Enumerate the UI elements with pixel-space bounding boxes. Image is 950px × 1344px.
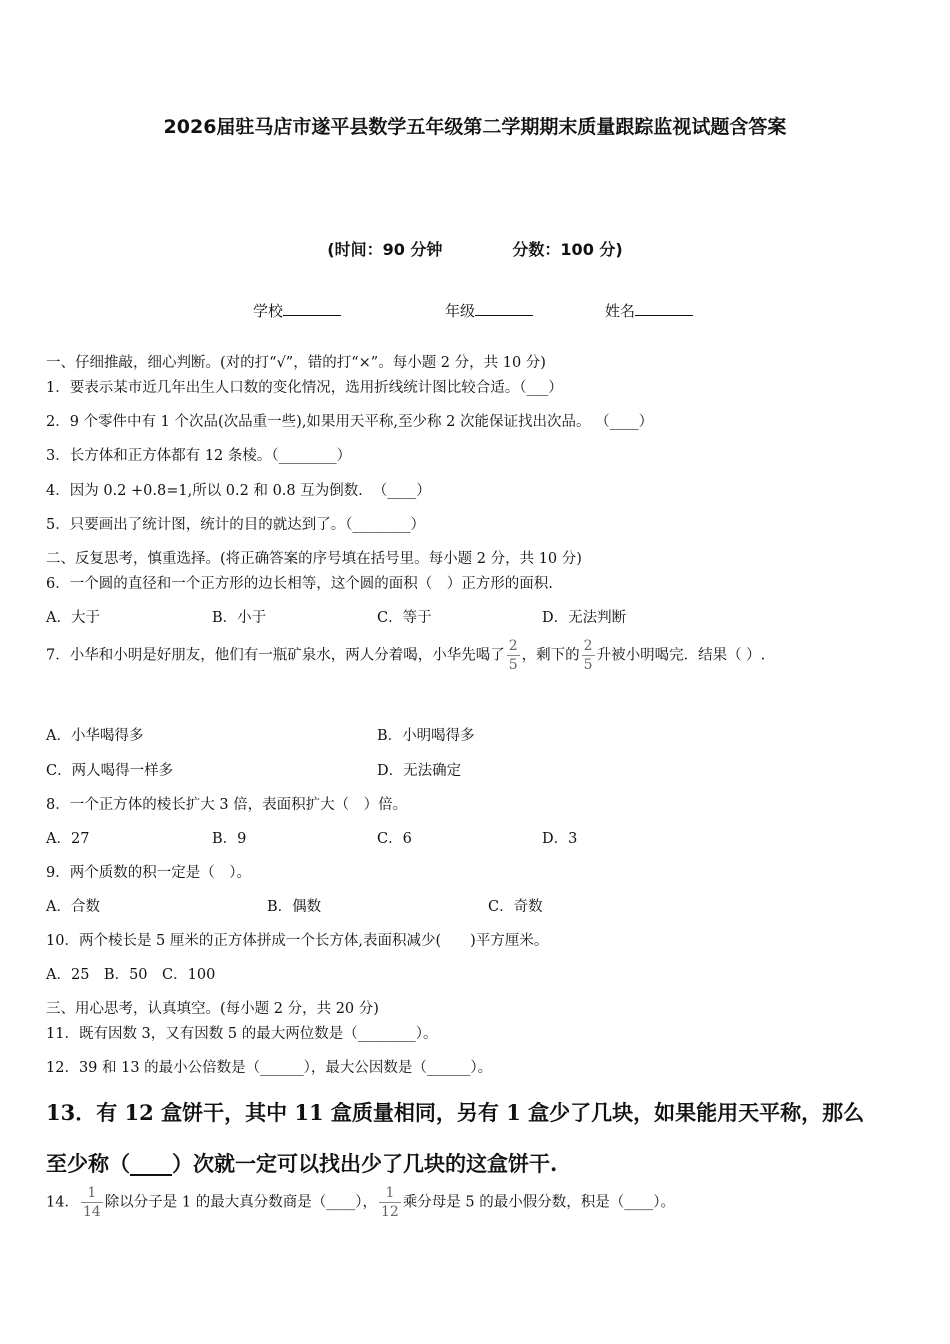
question-8: 8．一个正方体的棱长扩大 3 倍，表面积扩大（ ）倍。 [46,797,408,813]
q6-option-b[interactable]: B．小于 [212,610,267,626]
question-1: 1．要表示某市近几年出生人口数的变化情况，选用折线统计图比较合适。（___） [46,380,563,396]
school-label: 学校 [253,302,284,320]
section-2-heading: 二、反复思考，慎重选择。(将正确答案的序号填在括号里。每小题 2 分，共 10 分) [46,551,582,567]
page-title: 2026届驻马店市遂平县数学五年级第二学期期末质量跟踪监视试题含答案 [163,116,787,138]
q7-option-c[interactable]: C．两人喝得一样多 [46,763,174,779]
section-1-heading: 一、仔细推敲，细心判断。(对的打“√”，错的打“×”。每小题 2 分，共 10 分) [46,355,546,371]
q9-option-a[interactable]: A．合数 [46,899,100,915]
question-12: 12．39 和 13 的最小公倍数是（______），最大公因数是（______）。 [46,1060,493,1076]
question-6: 6．一个圆的直径和一个正方形的边长相等，这个圆的面积（ ）正方形的面积. [46,576,553,592]
name-label: 姓名 [605,302,636,320]
question-10: 10．两个棱长是 5 厘米的正方体拼成一个长方体,表面积减少( )平方厘米。 [46,933,549,949]
grade-blank[interactable] [475,301,533,316]
q7-fraction-1: $\frac{2}{5}$ [508,638,518,673]
grade-label: 年级 [445,302,476,320]
question-13-line-1: 13．有 12 盒饼干，其中 11 盒质量相同，另有 1 盒少了几块，如果能用天平称，那么 [46,1100,865,1125]
time-label: (时间：90 分钟 [327,240,443,259]
question-7 [46,639,765,672]
q14-fraction-1: $\frac{1}{14}$ [82,1185,101,1220]
question-2: 2．9 个零件中有 1 个次品(次品重一些),如果用天平称,至少称 2 次能保证找出次品。 （____） [46,414,654,430]
q14-text-a: 除以分子是 1 的最大真分数商是（____）， [104,1194,377,1211]
q9-option-b[interactable]: B．偶数 [267,899,322,915]
q6-option-a[interactable]: A．大于 [46,610,100,626]
section-3-heading: 三、用心思考，认真填空。(每小题 2 分，共 20 分) [46,1001,379,1017]
name-blank[interactable] [635,301,693,316]
grade-field [445,300,533,321]
question-4: 4．因为 0.2 +0.8=1,所以 0.2 和 0.8 互为倒数． （____） [46,483,431,499]
q7-fraction-2: $\frac{2}{5}$ [583,638,593,673]
question-5: 5．只要画出了统计图，统计的目的就达到了。（________） [46,517,425,533]
q7-option-b[interactable]: B．小明喝得多 [377,728,475,744]
question-14 [46,1186,675,1219]
q7-text-c: 升被小明喝完．结果（ ）. [596,647,766,664]
q10-options[interactable]: A．25 B．50 C．100 [46,967,216,983]
q14-text-b: 乘分母是 5 的最小假分数，积是（____）。 [402,1194,676,1211]
q6-option-c[interactable]: C．等于 [377,610,432,626]
q7-option-a[interactable]: A．小华喝得多 [46,728,144,744]
school-blank[interactable] [283,301,341,316]
question-3: 3．长方体和正方体都有 12 条棱。（________） [46,448,352,464]
q8-option-c[interactable]: C．6 [377,831,412,847]
q14-fraction-2: $\frac{1}{12}$ [380,1185,399,1220]
score-label: 分数：100 分) [512,240,623,259]
q7-option-d[interactable]: D．无法确定 [377,763,462,779]
time-score-line [0,237,950,260]
q7-text-b: ，剩下的 [521,647,580,664]
question-11: 11．既有因数 3，又有因数 5 的最大两位数是（________）。 [46,1026,438,1042]
q8-option-d[interactable]: D．3 [542,831,578,847]
q8-option-b[interactable]: B．9 [212,831,247,847]
school-field [253,300,341,321]
q9-option-c[interactable]: C．奇数 [488,899,543,915]
question-9: 9．两个质数的积一定是（ ）。 [46,865,251,881]
name-field [605,300,693,321]
question-13-line-2: 至少称（____）次就一定可以找出少了几块的这盒饼干. [46,1151,558,1176]
q7-text-a: 7．小华和小明是好朋友，他们有一瓶矿泉水，两人分着喝，小华先喝了 [46,647,505,664]
q6-option-d[interactable]: D．无法判断 [542,610,627,626]
q8-option-a[interactable]: A．27 [46,831,90,847]
q14-number: 14． [46,1194,79,1211]
